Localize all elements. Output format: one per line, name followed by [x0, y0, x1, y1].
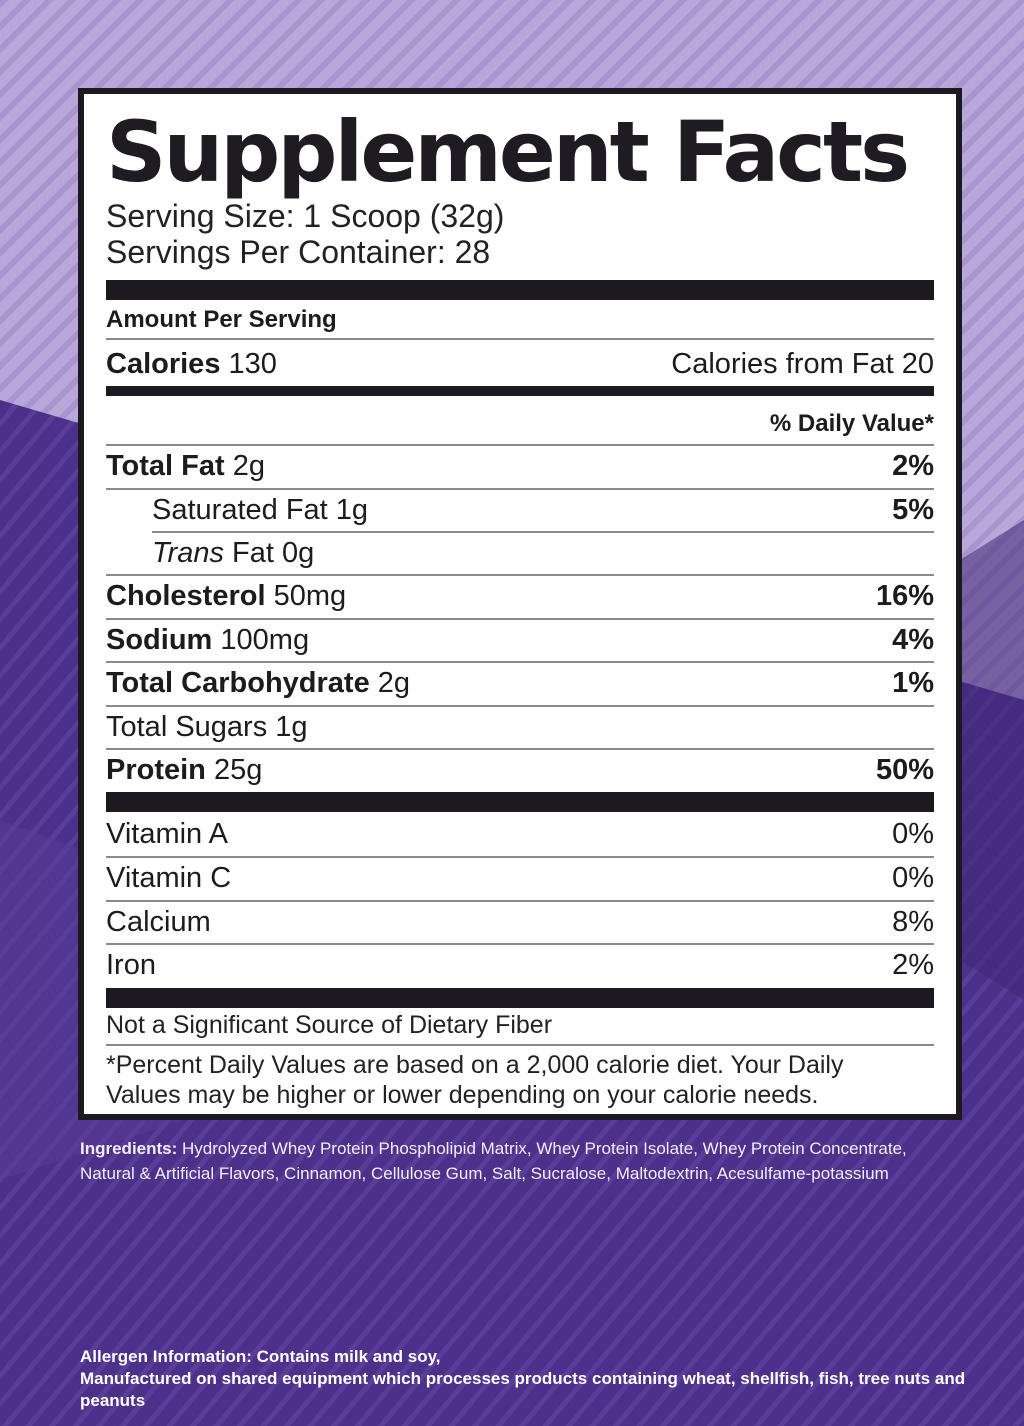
vitamin-row-iron: [106, 945, 934, 985]
nutrient-row-cholesterol: [106, 576, 934, 616]
vitamin-dv: 0%: [892, 862, 934, 894]
nutrient-amount: 2g: [377, 667, 411, 699]
footnote-line-1: *Percent Daily Values are based on a 2,000 calorie diet. Your Daily: [106, 1051, 844, 1079]
nutrient-row-total-fat: [106, 446, 934, 486]
nutrient-amount: 1g: [335, 494, 369, 526]
servings-per-container: Servings Per Container: 28: [106, 234, 491, 270]
vitamin-name: Iron: [106, 949, 156, 981]
vitamin-name: Vitamin A: [106, 818, 228, 850]
serving-size: Serving Size: 1 Scoop (32g): [106, 198, 505, 234]
nutrient-dv: 5%: [892, 494, 934, 526]
nutrient-name: Total Carbohydrate: [106, 667, 370, 699]
calories-row: [106, 344, 934, 384]
nutrient-name: Total Fat: [106, 450, 225, 482]
supplement-facts-panel: [78, 88, 962, 1120]
nutrient-row-total-sugars: [106, 707, 934, 747]
fiber-note: Not a Significant Source of Dietary Fiber: [106, 1011, 553, 1039]
ingredients-list: [80, 1136, 960, 1186]
vitamin-row-vitamin-a: [106, 814, 934, 854]
nutrient-amount: 100mg: [220, 624, 310, 656]
vitamin-dv: 2%: [892, 949, 934, 981]
nutrient-name: Sodium: [106, 624, 213, 656]
nutrient-name: Trans: [152, 537, 224, 569]
vitamin-row-calcium: [106, 902, 934, 942]
divider: [106, 1044, 934, 1046]
calories-label: Calories: [106, 348, 221, 380]
vitamin-name: Vitamin C: [106, 862, 232, 894]
thick-divider: [106, 988, 934, 1008]
daily-value-header: % Daily Value*: [769, 410, 934, 437]
daily-value-header-row: [106, 404, 934, 444]
nutrient-dv: 2%: [892, 450, 934, 482]
nutrient-row-sodium: [106, 620, 934, 660]
label-title: Supplement Facts: [106, 103, 908, 201]
nutrient-dv: 1%: [892, 667, 934, 699]
nutrient-row-trans-fat: [106, 533, 934, 573]
calories-value: 130: [228, 348, 277, 380]
nutrient-dv: 4%: [892, 624, 934, 656]
allergen-line-2: Manufactured on shared equipment which processes products containing wheat, shellfish, fish, tree nuts and peanuts: [80, 1369, 966, 1410]
thick-divider: [106, 280, 934, 300]
divider: [106, 338, 934, 340]
ingredients-label: Ingredients:: [80, 1139, 178, 1158]
amount-per-serving-row: [106, 300, 934, 340]
nutrient-amount: 25g: [213, 754, 263, 786]
vitamin-dv: 8%: [892, 906, 934, 938]
vitamin-dv: 0%: [892, 818, 934, 850]
ingredients-text: Hydrolyzed Whey Protein Phospholipid Matrix, Whey Protein Isolate, Whey Protein Concentrate, Natural & Artificial Flavors, Cinnamon, Cellulose Gum, Salt, Sucralose, Maltodextrin, Acesulfame-potassium: [80, 1139, 907, 1183]
nutrient-amount: 1g: [275, 711, 308, 743]
nutrient-row-protein: [106, 750, 934, 790]
nutrient-row-total-carbohydrate: [106, 663, 934, 703]
nutrient-name: Cholesterol: [106, 580, 266, 612]
nutrient-name: Saturated Fat: [152, 494, 328, 526]
allergen-information: [80, 1346, 990, 1412]
calories-from-fat: Calories from Fat 20: [671, 348, 934, 380]
amount-per-serving: Amount Per Serving: [106, 306, 337, 333]
nutrient-amount: 2g: [232, 450, 266, 482]
medium-divider: [106, 386, 934, 396]
vitamin-name: Calcium: [106, 906, 211, 938]
nutrient-row-saturated-fat: [106, 490, 934, 530]
nutrient-amount: Fat 0g: [232, 537, 315, 569]
nutrient-name: Total Sugars: [106, 711, 268, 743]
footnote-line-2: Values may be higher or lower depending on your calorie needs.: [106, 1081, 819, 1109]
nutrient-dv: 16%: [875, 580, 934, 612]
vitamin-row-vitamin-c: [106, 858, 934, 898]
nutrient-amount: 50mg: [273, 580, 347, 612]
nutrient-dv: 50%: [875, 754, 934, 786]
nutrient-name: Protein: [106, 754, 206, 786]
allergen-line-1: Allergen Information: Contains milk and soy,: [80, 1347, 441, 1366]
thick-divider: [106, 792, 934, 812]
